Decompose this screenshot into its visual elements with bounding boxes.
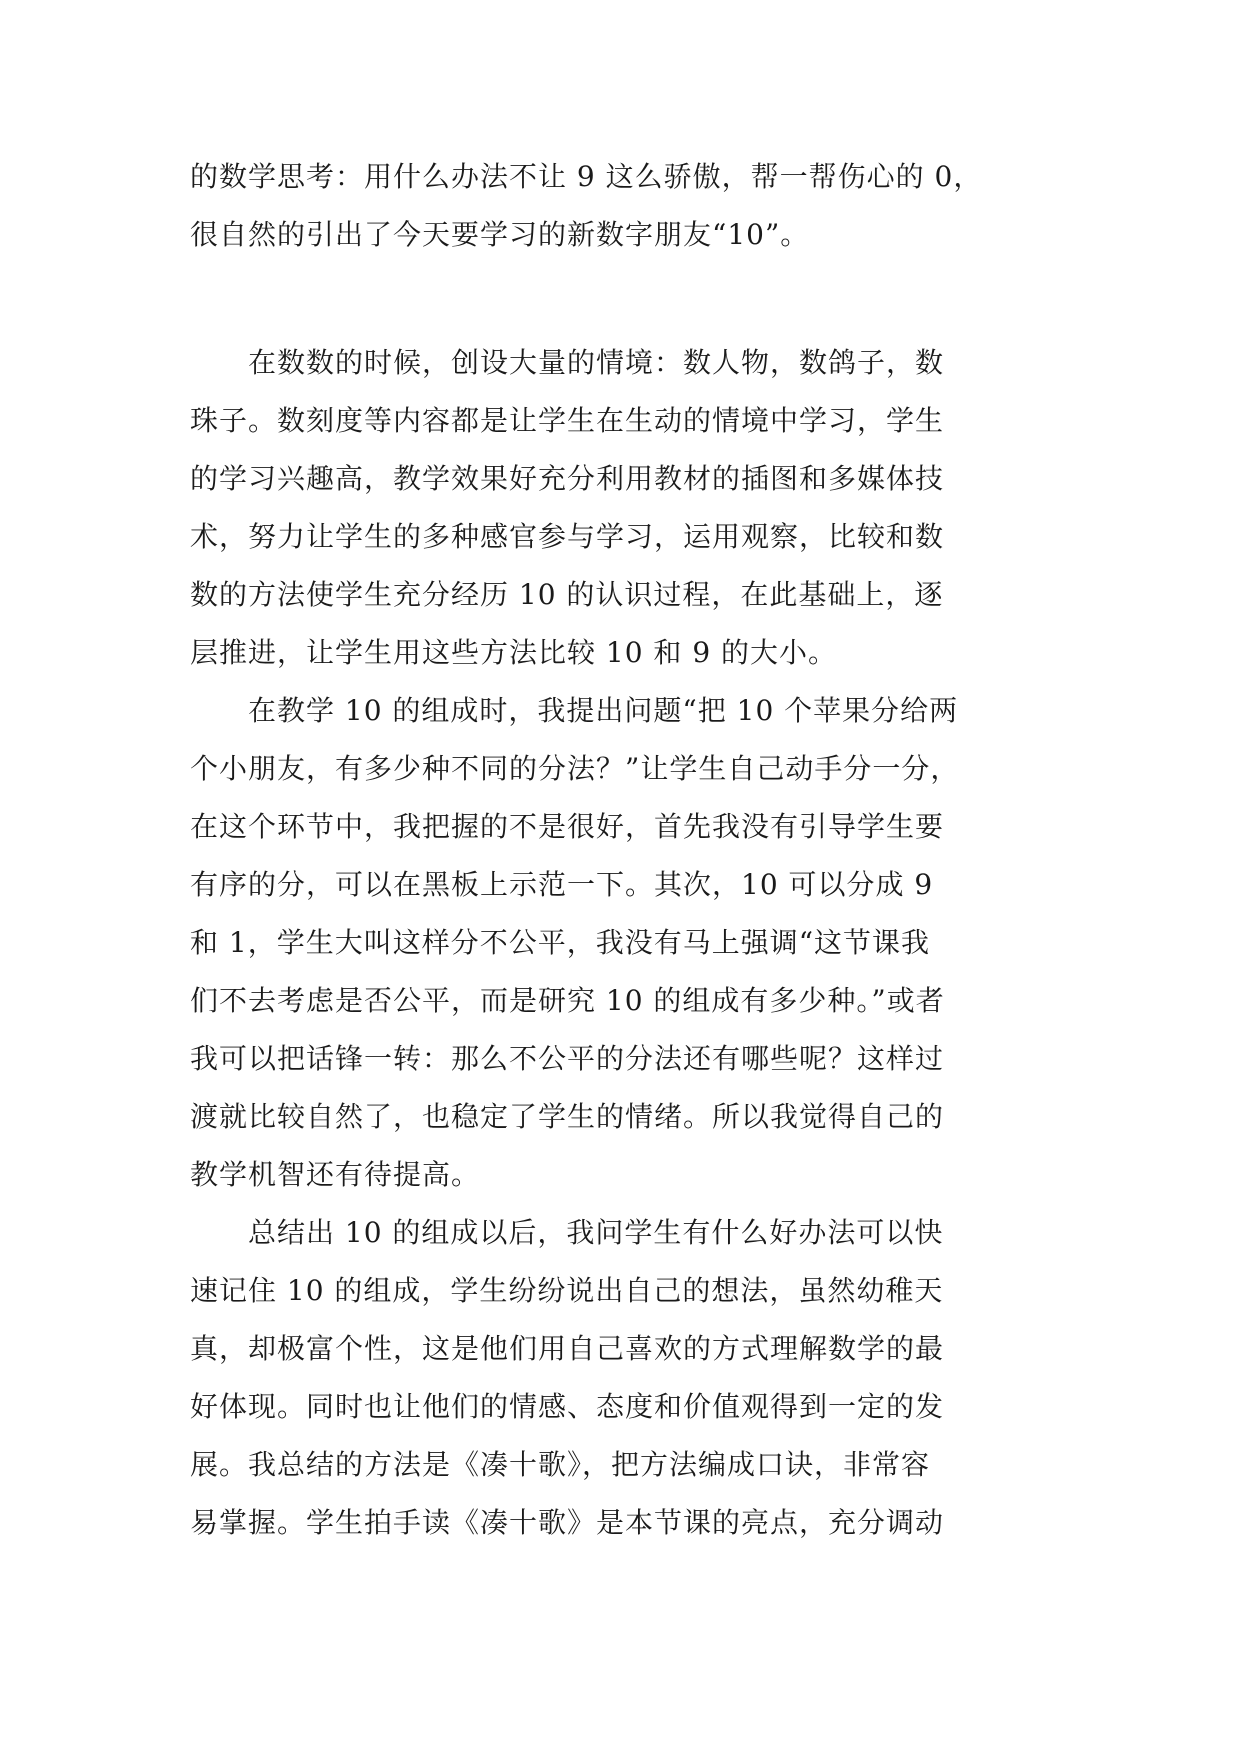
paragraph-line: 和 1，学生大叫这样分不公平，我没有马上强调“这节课我 <box>190 926 931 959</box>
paragraph-line: 珠子。数刻度等内容都是让学生在生动的情境中学习，学生 <box>190 404 945 437</box>
paragraph-line: 在数数的时候，创设大量的情境：数人物，数鸽子，数 <box>248 346 945 379</box>
paragraph-3 <box>190 682 1050 1204</box>
paragraph-line: 术，努力让学生的多种感官参与学习，运用观察，比较和数 <box>190 520 945 553</box>
paragraph-line: 教学机智还有待提高。 <box>190 1158 481 1191</box>
paragraph-line: 易掌握。学生拍手读《凑十歌》是本节课的亮点，充分调动 <box>190 1506 945 1539</box>
paragraph-line: 渡就比较自然了，也稳定了学生的情绪。所以我觉得自己的 <box>190 1100 945 1133</box>
paragraph-2 <box>190 334 1050 682</box>
paragraph-line: 展。我总结的方法是《凑十歌》，把方法编成口诀，非常容 <box>190 1448 931 1481</box>
paragraph-line: 很自然的引出了今天要学习的新数字朋友“10”。 <box>190 218 810 251</box>
paragraph-line: 的数学思考：用什么办法不让 9 这么骄傲，帮一帮伤心的 0， <box>190 160 983 193</box>
paragraph-line: 有序的分，可以在黑板上示范一下。其次，10 可以分成 9 <box>190 868 934 901</box>
paragraph-line: 好体现。同时也让他们的情感、态度和价值观得到一定的发 <box>190 1390 945 1423</box>
paragraph-line: 数的方法使学生充分经历 10 的认识过程，在此基础上，逐 <box>190 578 944 611</box>
paragraph-line: 在教学 10 的组成时，我提出问题“把 10 个苹果分给两 <box>248 694 959 727</box>
paragraph-1 <box>190 148 1050 264</box>
paragraph-line: 我可以把话锋一转：那么不公平的分法还有哪些呢？这样过 <box>190 1042 945 1075</box>
paragraph-line: 速记住 10 的组成，学生纷纷说出自己的想法，虽然幼稚天 <box>190 1274 944 1307</box>
paragraph-line: 总结出 10 的组成以后，我问学生有什么好办法可以快 <box>248 1216 944 1249</box>
paragraph-line: 层推进，让学生用这些方法比较 10 和 9 的大小。 <box>190 636 838 669</box>
paragraph-line: 们不去考虑是否公平，而是研究 10 的组成有多少种。”或者 <box>190 984 945 1017</box>
paragraph-line: 在这个环节中，我把握的不是很好，首先我没有引导学生要 <box>190 810 945 843</box>
paragraph-line: 的学习兴趣高，教学效果好充分利用教材的插图和多媒体技 <box>190 462 945 495</box>
paragraph-line: 个小朋友，有多少种不同的分法？”让学生自己动手分一分， <box>190 752 960 785</box>
paragraph-4 <box>190 1204 1050 1552</box>
paragraph-line: 真，却极富个性，这是他们用自己喜欢的方式理解数学的最 <box>190 1332 945 1365</box>
